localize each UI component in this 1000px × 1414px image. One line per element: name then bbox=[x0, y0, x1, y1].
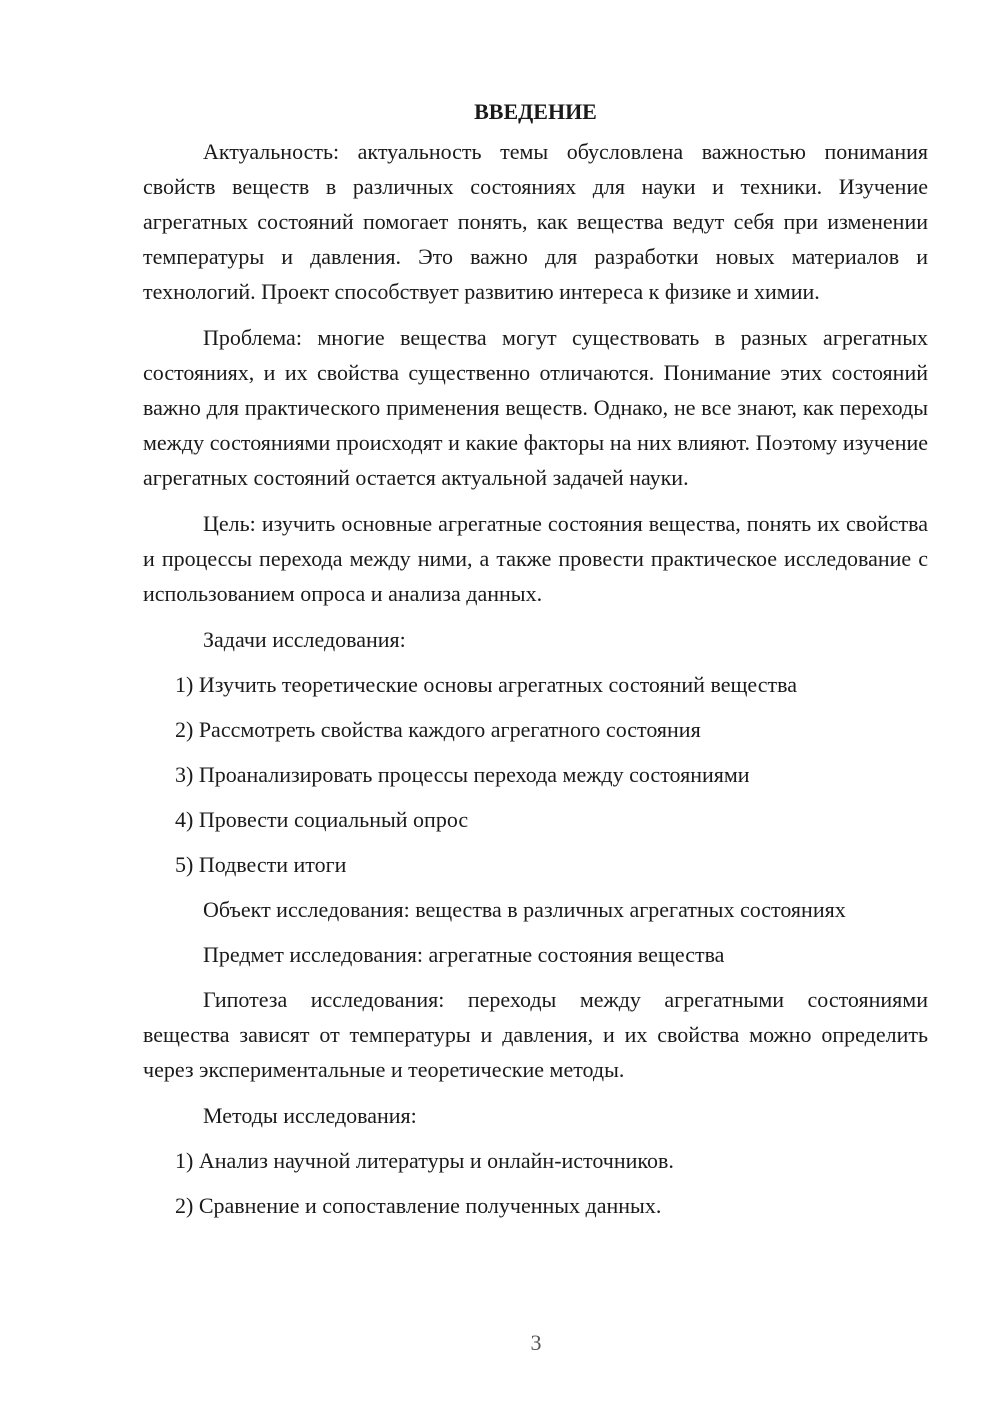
section-title: ВВЕДЕНИЕ bbox=[474, 99, 597, 124]
goal-paragraph: Цель: изучить основные агрегатные состояния вещества, понять их свойства и процессы перехода между ними, а также провести практическое исследование с использованием опроса и анализа данных. bbox=[143, 511, 928, 606]
object-line: Объект исследования: вещества в различных агрегатных состояниях bbox=[203, 897, 846, 922]
methods-heading: Методы исследования: bbox=[203, 1103, 417, 1128]
problem-paragraph: Проблема: многие вещества могут существовать в разных агрегатных состояниях, и их свойства существенно отличаются. Понимание этих состояний важно для практического применения веществ. Однако, не все знают, как переходы между состояниями происходят и какие факторы на них влияют. Поэтому изучение агрегатных состояний остается актуальной задачей науки. bbox=[143, 325, 928, 490]
hypothesis-paragraph: Гипотеза исследования: переходы между агрегатными состояниями вещества зависят от температуры и давления, и их свойства можно определить через экспериментальные и теоретические методы. bbox=[143, 987, 928, 1082]
subject-line: Предмет исследования: агрегатные состояния вещества bbox=[203, 942, 725, 967]
method-item: 1) Анализ научной литературы и онлайн-источников. bbox=[175, 1148, 674, 1173]
task-item: 5) Подвести итоги bbox=[175, 852, 347, 877]
document-page bbox=[143, 90, 928, 1233]
task-item: 4) Провести социальный опрос bbox=[175, 807, 469, 832]
page-number: 3 bbox=[530, 1330, 542, 1355]
task-item: 3) Проанализировать процессы перехода между состояниями bbox=[175, 762, 750, 787]
task-item: 2) Рассмотреть свойства каждого агрегатного состояния bbox=[175, 717, 701, 742]
relevance-paragraph: Актуальность: актуальность темы обусловлена важностью понимания свойств веществ в различных состояниях для науки и техники. Изучение агрегатных состояний помогает понять, как вещества ведут себя при изменении температуры и давления. Это важно для разработки новых материалов и технологий. Проект способствует развитию интереса к физике и химии. bbox=[143, 139, 928, 304]
tasks-heading: Задачи исследования: bbox=[203, 627, 406, 652]
task-item: 1) Изучить теоретические основы агрегатных состояний вещества bbox=[175, 672, 797, 697]
method-item: 2) Сравнение и сопоставление полученных данных. bbox=[175, 1193, 662, 1218]
